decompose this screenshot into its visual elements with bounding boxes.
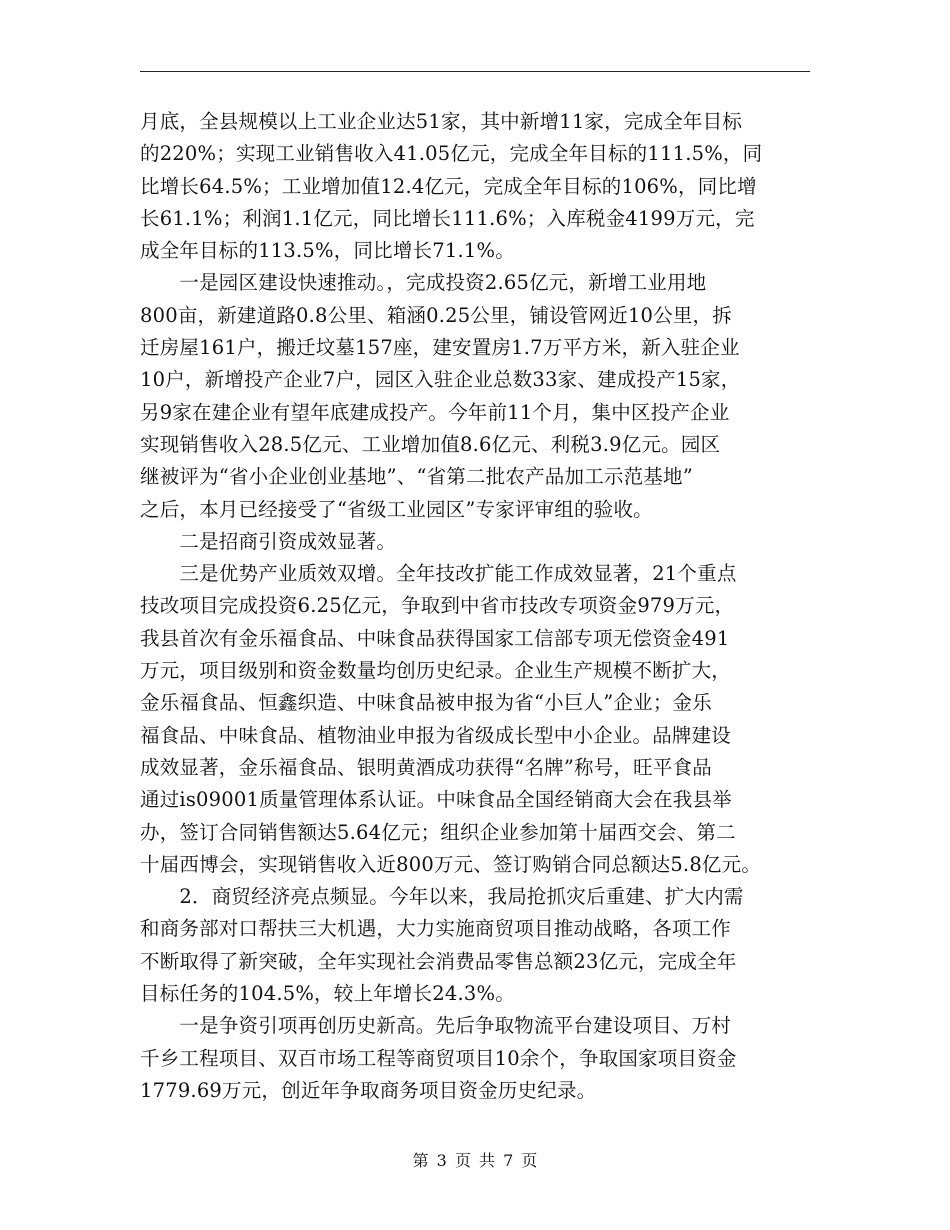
text-line: 通过is09001质量管理体系认证。中味食品全国经销商大会在我县举 [140,788,732,812]
text-line: 1779.69万元，创近年争取商务项目资金历史纪录。 [140,1078,597,1102]
text-line: 福食品、中味食品、植物油业申报为省级成长型中小企业。品牌建设 [140,723,732,747]
body-text [140,106,830,1107]
text-line: 我县首次有金乐福食品、中味食品获得国家工信部专项无偿资金491 [140,626,730,650]
text-line: 成效显著，金乐福食品、银明黄酒成功获得“名牌”称号，旺平食品 [140,755,712,779]
text-line: 的220%；实现工业销售收入41.05亿元，完成全年目标的111.5%，同 [140,142,763,166]
text-line: 800亩，新建道路0.8公里、箱涵0.25公里，铺设管网近10公里，拆 [140,303,732,327]
text-line: 10户，新增投产企业7户，园区入驻企业总数33家、建成投产15家， [140,368,741,392]
text-line: 不断取得了新突破，全年实现社会消费品零售总额23亿元，完成全年 [140,949,737,973]
text-line: 长61.1%；利润1.1亿元，同比增长111.6%；入库税金4199万元，完 [140,206,755,230]
text-line: 实现销售收入28.5亿元、工业增加值8.6亿元、利税3.9亿元。园区 [140,432,721,456]
text-line: 办，签订合同销售额达5.64亿元；组织企业参加第十届西交会、第二 [140,820,736,844]
text-line: 迁房屋161户，搬迁坟墓157座，建安置房1.7万平方米，新入驻企业 [140,336,740,360]
page-number: 第 3 页 共 7 页 [412,1151,538,1170]
text-line: 千乡工程项目、双百市场工程等商贸项目10余个，争取国家项目资金 [140,1046,737,1070]
text-line: 成全年目标的113.5%，同比增长71.1%。 [140,239,515,263]
text-line: 目标任务的104.5%，较上年增长24.3%。 [140,982,515,1006]
text-line: 三是优势产业质效双增。全年技改扩能工作成效显著，21个重点 [140,562,737,586]
page-footer [0,1150,950,1172]
text-line: 十届西博会，实现销售收入近800万元、签订购销合同总额达5.8亿元。 [140,852,762,876]
text-line: 之后，本月已经接受了“省级工业园区”专家评审组的验收。 [140,497,653,521]
text-line: 万元，项目级别和资金数量均创历史纪录。企业生产规模不断扩大， [140,659,732,683]
text-line: 月底，全县规模以上工业企业达51家，其中新增11家，完成全年目标 [140,110,743,133]
text-line: 二是招商引资成效显著。 [140,529,397,553]
text-line: 一是园区建设快速推动。，完成投资2.65亿元，新增工业用地 [140,271,707,295]
text-line: 金乐福食品、恒鑫织造、中味食品被申报为省“小巨人”企业；金乐 [140,691,712,715]
text-line: 比增长64.5%；工业增加值12.4亿元，完成全年目标的106%，同比增 [140,174,757,198]
text-line: 另9家在建企业有望年底建成投产。今年前11个月，集中区投产企业 [140,400,730,424]
text-line: 继被评为“省小企业创业基地”、“省第二批农产品加工示范基地” [140,465,693,489]
text-line: 一是争资引项再创历史新高。先后争取物流平台建设项目、万村 [140,1014,732,1038]
text-line: 2．商贸经济亮点频显。今年以来，我局抢抓灾后重建、扩大内需 [140,885,744,909]
header-rule [140,71,810,72]
text-line: 和商务部对口帮扶三大机遇，大力实施商贸项目推动战略，各项工作 [140,917,732,941]
text-line: 技改项目完成投资6.25亿元，争取到中省市技改专项资金979万元， [140,594,735,618]
